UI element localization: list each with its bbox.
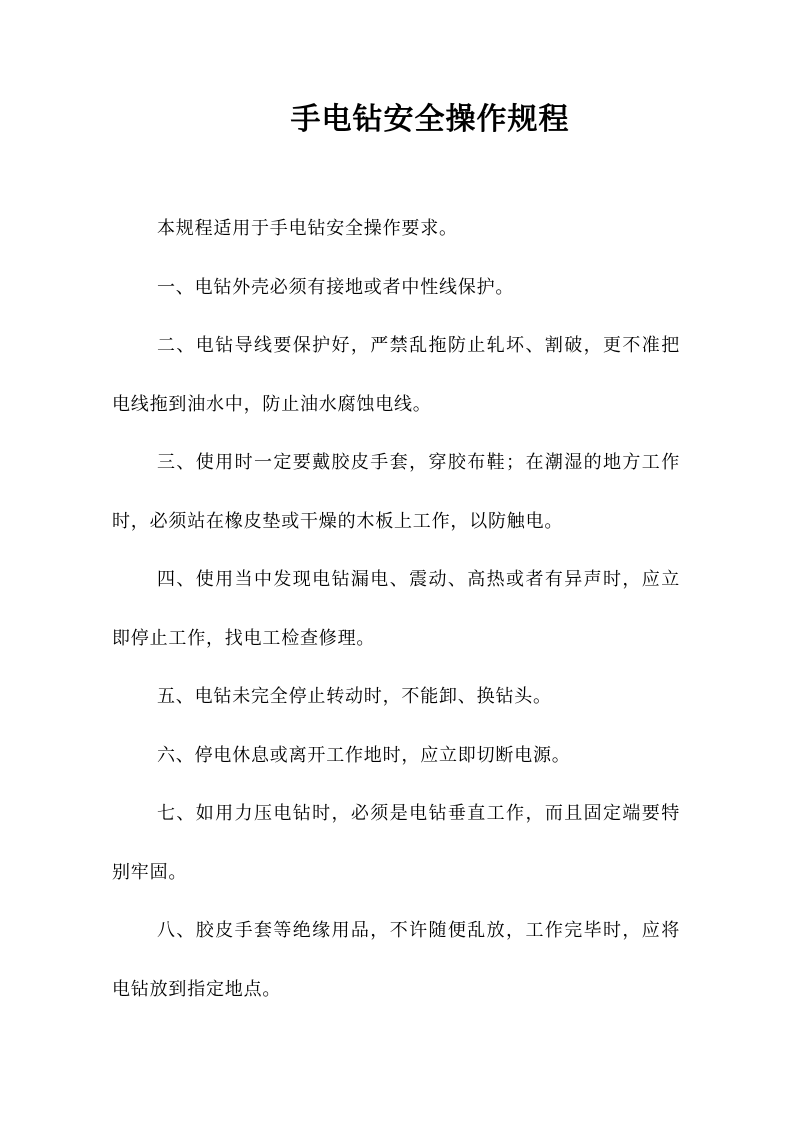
paragraph-rule-7: 七、如用力压电钻时，必须是电钻垂直工作，而且固定端要特别牢固。 xyxy=(112,803,680,883)
paragraph-rule-6: 六、停电休息或离开工作地时，应立即切断电源。 xyxy=(157,744,571,766)
paragraph-rule-4: 四、使用当中发现电钻漏电、震动、高热或者有异声时，应立即停止工作，找电工检查修理。 xyxy=(112,569,680,649)
paragraph-rule-5: 五、电钻未完全停止转动时，不能卸、换钻头。 xyxy=(157,686,552,707)
paragraph-rule-3: 三、使用时一定要戴胶皮手套，穿胶布鞋；在潮湿的地方工作时，必须站在橡皮垫或干燥的木板上工作，以防触电。 xyxy=(112,452,680,532)
paragraph-rule-2: 二、电钻导线要保护好，严禁乱拖防止轧坏、割破，更不准把电线拖到油水中，防止油水腐蚀电线。 xyxy=(112,335,680,415)
paragraph-scope: 本规程适用于手电钻安全操作要求。 xyxy=(157,218,458,239)
document-title xyxy=(0,98,800,142)
document-body xyxy=(112,200,680,1019)
paragraph-rule-1: 一、电钻外壳必须有接地或者中性线保护。 xyxy=(157,276,515,298)
paragraph-rule-8: 八、胶皮手套等绝缘用品，不许随便乱放，工作完毕时，应将电钻放到指定地点。 xyxy=(112,920,680,1000)
document-title-text: 手电钻安全操作规程 xyxy=(290,102,570,137)
